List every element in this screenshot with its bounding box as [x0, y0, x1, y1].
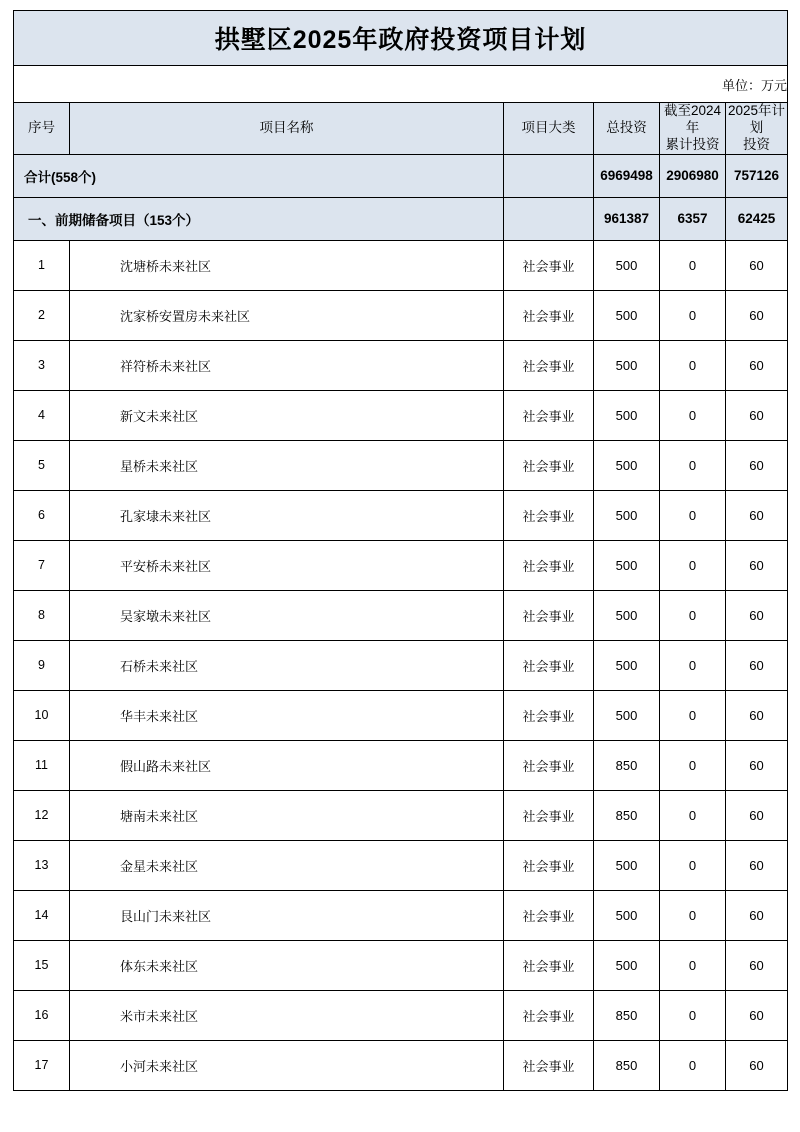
- table-row: [14, 590, 788, 640]
- row-accumulated: 0: [660, 290, 726, 340]
- row-plan: 60: [726, 540, 788, 590]
- row-total: 500: [594, 440, 660, 490]
- row-seq: 6: [14, 490, 70, 540]
- row-category: 社会事业: [504, 990, 594, 1040]
- row-plan: 60: [726, 640, 788, 690]
- table-row: [14, 340, 788, 390]
- row-name: 星桥未来社区: [70, 440, 504, 490]
- row-category: 社会事业: [504, 390, 594, 440]
- table-row: [14, 540, 788, 590]
- section-plan-2025: 62425: [726, 197, 788, 240]
- row-seq: 9: [14, 640, 70, 690]
- row-category: 社会事业: [504, 440, 594, 490]
- row-total: 500: [594, 240, 660, 290]
- row-category: 社会事业: [504, 890, 594, 940]
- row-name: 假山路未来社区: [70, 740, 504, 790]
- header-accumulated-line2: 累计投资: [665, 136, 720, 152]
- row-category: 社会事业: [504, 240, 594, 290]
- row-accumulated: 0: [660, 540, 726, 590]
- row-category: 社会事业: [504, 340, 594, 390]
- row-plan: 60: [726, 290, 788, 340]
- row-category: 社会事业: [504, 940, 594, 990]
- title-row: [14, 11, 788, 66]
- row-total: 500: [594, 890, 660, 940]
- row-accumulated: 0: [660, 940, 726, 990]
- row-seq: 17: [14, 1040, 70, 1090]
- row-accumulated: 0: [660, 690, 726, 740]
- row-seq: 1: [14, 240, 70, 290]
- summary-plan-2025: 757126: [726, 154, 788, 197]
- row-category: 社会事业: [504, 490, 594, 540]
- table-row: [14, 790, 788, 840]
- header-plan-2025: [726, 103, 788, 155]
- table-row: [14, 740, 788, 790]
- row-total: 500: [594, 290, 660, 340]
- row-accumulated: 0: [660, 440, 726, 490]
- table-row: [14, 1040, 788, 1090]
- row-category: 社会事业: [504, 290, 594, 340]
- row-seq: 5: [14, 440, 70, 490]
- table-row: [14, 690, 788, 740]
- row-name: 米市未来社区: [70, 990, 504, 1040]
- row-accumulated: 0: [660, 740, 726, 790]
- row-plan: 60: [726, 940, 788, 990]
- row-total: 500: [594, 940, 660, 990]
- section-category: [504, 197, 594, 240]
- row-accumulated: 0: [660, 590, 726, 640]
- row-name: 孔家埭未来社区: [70, 490, 504, 540]
- row-total: 500: [594, 690, 660, 740]
- row-plan: 60: [726, 690, 788, 740]
- row-total: 500: [594, 840, 660, 890]
- row-seq: 11: [14, 740, 70, 790]
- row-name: 石桥未来社区: [70, 640, 504, 690]
- table-row: [14, 840, 788, 890]
- summary-row: [14, 154, 788, 197]
- row-category: 社会事业: [504, 840, 594, 890]
- row-accumulated: 0: [660, 990, 726, 1040]
- row-name: 吴家墩未来社区: [70, 590, 504, 640]
- page-title: 拱墅区2025年政府投资项目计划: [14, 11, 788, 66]
- row-plan: 60: [726, 440, 788, 490]
- row-category: 社会事业: [504, 540, 594, 590]
- row-total: 500: [594, 540, 660, 590]
- table-header-row: [14, 103, 788, 155]
- table-row: [14, 240, 788, 290]
- row-plan: 60: [726, 890, 788, 940]
- unit-note: 单位：万元: [14, 66, 788, 103]
- row-seq: 14: [14, 890, 70, 940]
- row-total: 850: [594, 990, 660, 1040]
- header-seq: 序号: [14, 103, 70, 155]
- investment-plan-table: [13, 10, 788, 1091]
- row-total: 850: [594, 790, 660, 840]
- row-name: 平安桥未来社区: [70, 540, 504, 590]
- row-total: 850: [594, 740, 660, 790]
- summary-total-investment: 6969498: [594, 154, 660, 197]
- row-seq: 15: [14, 940, 70, 990]
- table-row: [14, 940, 788, 990]
- table-row: [14, 390, 788, 440]
- row-plan: 60: [726, 340, 788, 390]
- row-total: 500: [594, 490, 660, 540]
- row-accumulated: 0: [660, 1040, 726, 1090]
- row-accumulated: 0: [660, 640, 726, 690]
- row-name: 沈家桥安置房未来社区: [70, 290, 504, 340]
- row-seq: 2: [14, 290, 70, 340]
- header-name: 项目名称: [70, 103, 504, 155]
- row-category: 社会事业: [504, 640, 594, 690]
- row-plan: 60: [726, 240, 788, 290]
- section-total-investment: 961387: [594, 197, 660, 240]
- row-plan: 60: [726, 990, 788, 1040]
- row-plan: 60: [726, 790, 788, 840]
- table-row: [14, 440, 788, 490]
- section-label: 一、前期储备项目（153个）: [14, 197, 504, 240]
- row-seq: 16: [14, 990, 70, 1040]
- header-category: 项目大类: [504, 103, 594, 155]
- header-total-investment: 总投资: [594, 103, 660, 155]
- row-total: 850: [594, 1040, 660, 1090]
- row-name: 华丰未来社区: [70, 690, 504, 740]
- row-seq: 13: [14, 840, 70, 890]
- row-category: 社会事业: [504, 790, 594, 840]
- row-total: 500: [594, 640, 660, 690]
- row-total: 500: [594, 590, 660, 640]
- summary-accumulated: 2906980: [660, 154, 726, 197]
- row-plan: 60: [726, 390, 788, 440]
- section-accumulated: 6357: [660, 197, 726, 240]
- row-name: 新文未来社区: [70, 390, 504, 440]
- row-category: 社会事业: [504, 590, 594, 640]
- row-seq: 7: [14, 540, 70, 590]
- header-accumulated-line1: 截至2024年: [663, 103, 722, 135]
- summary-category: [504, 154, 594, 197]
- header-plan-line1: 2025年计划: [728, 103, 786, 135]
- row-accumulated: 0: [660, 240, 726, 290]
- header-plan-line2: 投资: [743, 136, 771, 152]
- section-row: [14, 197, 788, 240]
- header-accumulated: [660, 103, 726, 155]
- table-row: [14, 490, 788, 540]
- row-total: 500: [594, 340, 660, 390]
- row-name: 塘南未来社区: [70, 790, 504, 840]
- table-row: [14, 640, 788, 690]
- row-name: 体东未来社区: [70, 940, 504, 990]
- row-accumulated: 0: [660, 490, 726, 540]
- row-total: 500: [594, 390, 660, 440]
- row-name: 祥符桥未来社区: [70, 340, 504, 390]
- row-seq: 12: [14, 790, 70, 840]
- row-seq: 10: [14, 690, 70, 740]
- row-name: 小河未来社区: [70, 1040, 504, 1090]
- unit-row: [14, 66, 788, 103]
- row-name: 艮山门未来社区: [70, 890, 504, 940]
- row-name: 金星未来社区: [70, 840, 504, 890]
- row-accumulated: 0: [660, 890, 726, 940]
- row-accumulated: 0: [660, 790, 726, 840]
- row-name: 沈塘桥未来社区: [70, 240, 504, 290]
- row-accumulated: 0: [660, 390, 726, 440]
- table-row: [14, 290, 788, 340]
- row-seq: 4: [14, 390, 70, 440]
- row-plan: 60: [726, 590, 788, 640]
- table-row: [14, 990, 788, 1040]
- row-plan: 60: [726, 740, 788, 790]
- summary-label: 合计(558个): [14, 154, 504, 197]
- row-category: 社会事业: [504, 690, 594, 740]
- row-seq: 8: [14, 590, 70, 640]
- row-category: 社会事业: [504, 740, 594, 790]
- table-row: [14, 890, 788, 940]
- row-accumulated: 0: [660, 340, 726, 390]
- row-plan: 60: [726, 840, 788, 890]
- row-plan: 60: [726, 1040, 788, 1090]
- row-category: 社会事业: [504, 1040, 594, 1090]
- row-plan: 60: [726, 490, 788, 540]
- row-seq: 3: [14, 340, 70, 390]
- row-accumulated: 0: [660, 840, 726, 890]
